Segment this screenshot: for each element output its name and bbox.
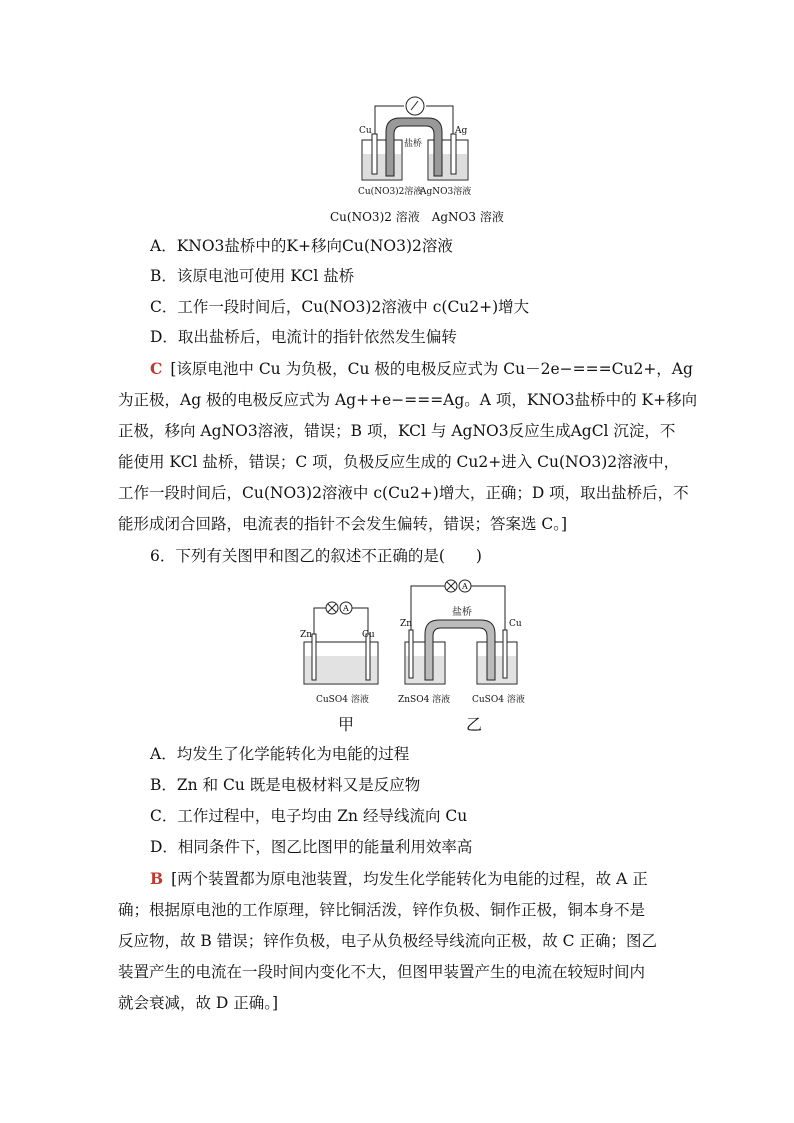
cell-diagram-jia xyxy=(298,600,388,692)
jia-left-electrode: Zn xyxy=(300,630,313,640)
yi-bridge-label: 盐桥 xyxy=(452,607,472,618)
q6-option-d: D．相同条件下，图乙比图甲的能量利用效率高 xyxy=(150,838,473,856)
cell-diagram-yi xyxy=(395,576,535,692)
q6-explanation-line-5: 就会衰减，故 D 正确。] xyxy=(118,994,279,1012)
fig1-right-solution: AgNO3溶液 xyxy=(420,187,472,197)
q6-answer: B xyxy=(150,869,164,888)
jia-label: 甲 xyxy=(338,715,355,734)
q6-explanation-line-1: B [两个装置都为原电池装置，均发生化学能转化为电能的过程，故 A 正 xyxy=(150,869,648,888)
q5-explanation-line-6: 能形成闭合回路，电流表的指针不会发生偏转，错误；答案选 C。] xyxy=(118,515,568,533)
fig1-caption: Cu(NO3)2 溶液 AgNO3 溶液 xyxy=(330,210,504,224)
jia-solution: CuSO4 溶液 xyxy=(316,695,369,705)
q6-option-b: B．Zn 和 Cu 既是电极材料又是反应物 xyxy=(150,776,421,794)
yi-right-electrode: Cu xyxy=(509,619,522,629)
q5-explanation-line-5: 工作一段时间后，Cu(NO3)2溶液中 c(Cu2+)增大，正确；D 项，取出盐桥后，不 xyxy=(118,484,689,502)
fig1-left-solution: Cu(NO3)2溶液 xyxy=(358,187,423,197)
q6-option-a: A．均发生了化学能转化为电能的过程 xyxy=(150,745,410,763)
q6-stem: 6．下列有关图甲和图乙的叙述不正确的是( ) xyxy=(150,547,482,565)
jia-right-electrode: Cu xyxy=(362,630,375,640)
q5-explanation-line-2: 为正极，Ag 极的电极反应式为 Ag++e−===Ag。A 项，KNO3盐桥中的 K+移向 xyxy=(118,391,698,409)
fig1-right-electrode: Ag xyxy=(455,126,468,136)
q6-explanation-line-3: 反应物，故 B 错误；锌作负极，电子从负极经导线流向正极，故 C 正确；图乙 xyxy=(118,932,657,950)
svg-text:A: A xyxy=(343,604,349,613)
q5-option-c: C．工作一段时间后，Cu(NO3)2溶液中 c(Cu2+)增大 xyxy=(150,298,530,316)
q5-explanation-line-3: 正极，移向 AgNO3溶液，错误；B 项，KCl 与 AgNO3反应生成AgCl 沉淀，不 xyxy=(118,422,676,440)
yi-left-electrode: Zn xyxy=(400,619,413,629)
fig1-bridge-label: 盐桥 xyxy=(404,139,423,149)
q6-explanation-line-2: 确；根据原电池的工作原理，锌比铜活泼，锌作负极、铜作正极，铜本身不是 xyxy=(118,901,646,919)
q5-option-b: B．该原电池可使用 KCl 盐桥 xyxy=(150,267,355,285)
q5-explanation-line-4: 能使用 KCl 盐桥，错误；C 项，负极反应生成的 Cu2+进入 Cu(NO3)2溶液中， xyxy=(118,453,680,471)
yi-right-solution: CuSO4 溶液 xyxy=(472,695,525,705)
q5-answer: C xyxy=(150,359,163,378)
q6-option-c: C．工作过程中，电子均由 Zn 经导线流向 Cu xyxy=(150,807,468,825)
svg-text:A: A xyxy=(462,582,468,591)
yi-left-solution: ZnSO4 溶液 xyxy=(398,695,451,705)
yi-label: 乙 xyxy=(466,715,483,734)
q5-explanation-line-1: C [该原电池中 Cu 为负极，Cu 极的电极反应式为 Cu－2e−===Cu2+，Ag xyxy=(150,359,693,378)
q6-explanation-line-4: 装置产生的电流在一段时间内变化不大，但图甲装置产生的电流在较短时间内 xyxy=(118,963,646,981)
q5-option-a: A．KNO3盐桥中的K+移向Cu(NO3)2溶液 xyxy=(150,237,453,255)
q5-option-d: D．取出盐桥后，电流计的指针依然发生偏转 xyxy=(150,328,457,346)
fig1-left-electrode: Cu xyxy=(359,126,372,136)
